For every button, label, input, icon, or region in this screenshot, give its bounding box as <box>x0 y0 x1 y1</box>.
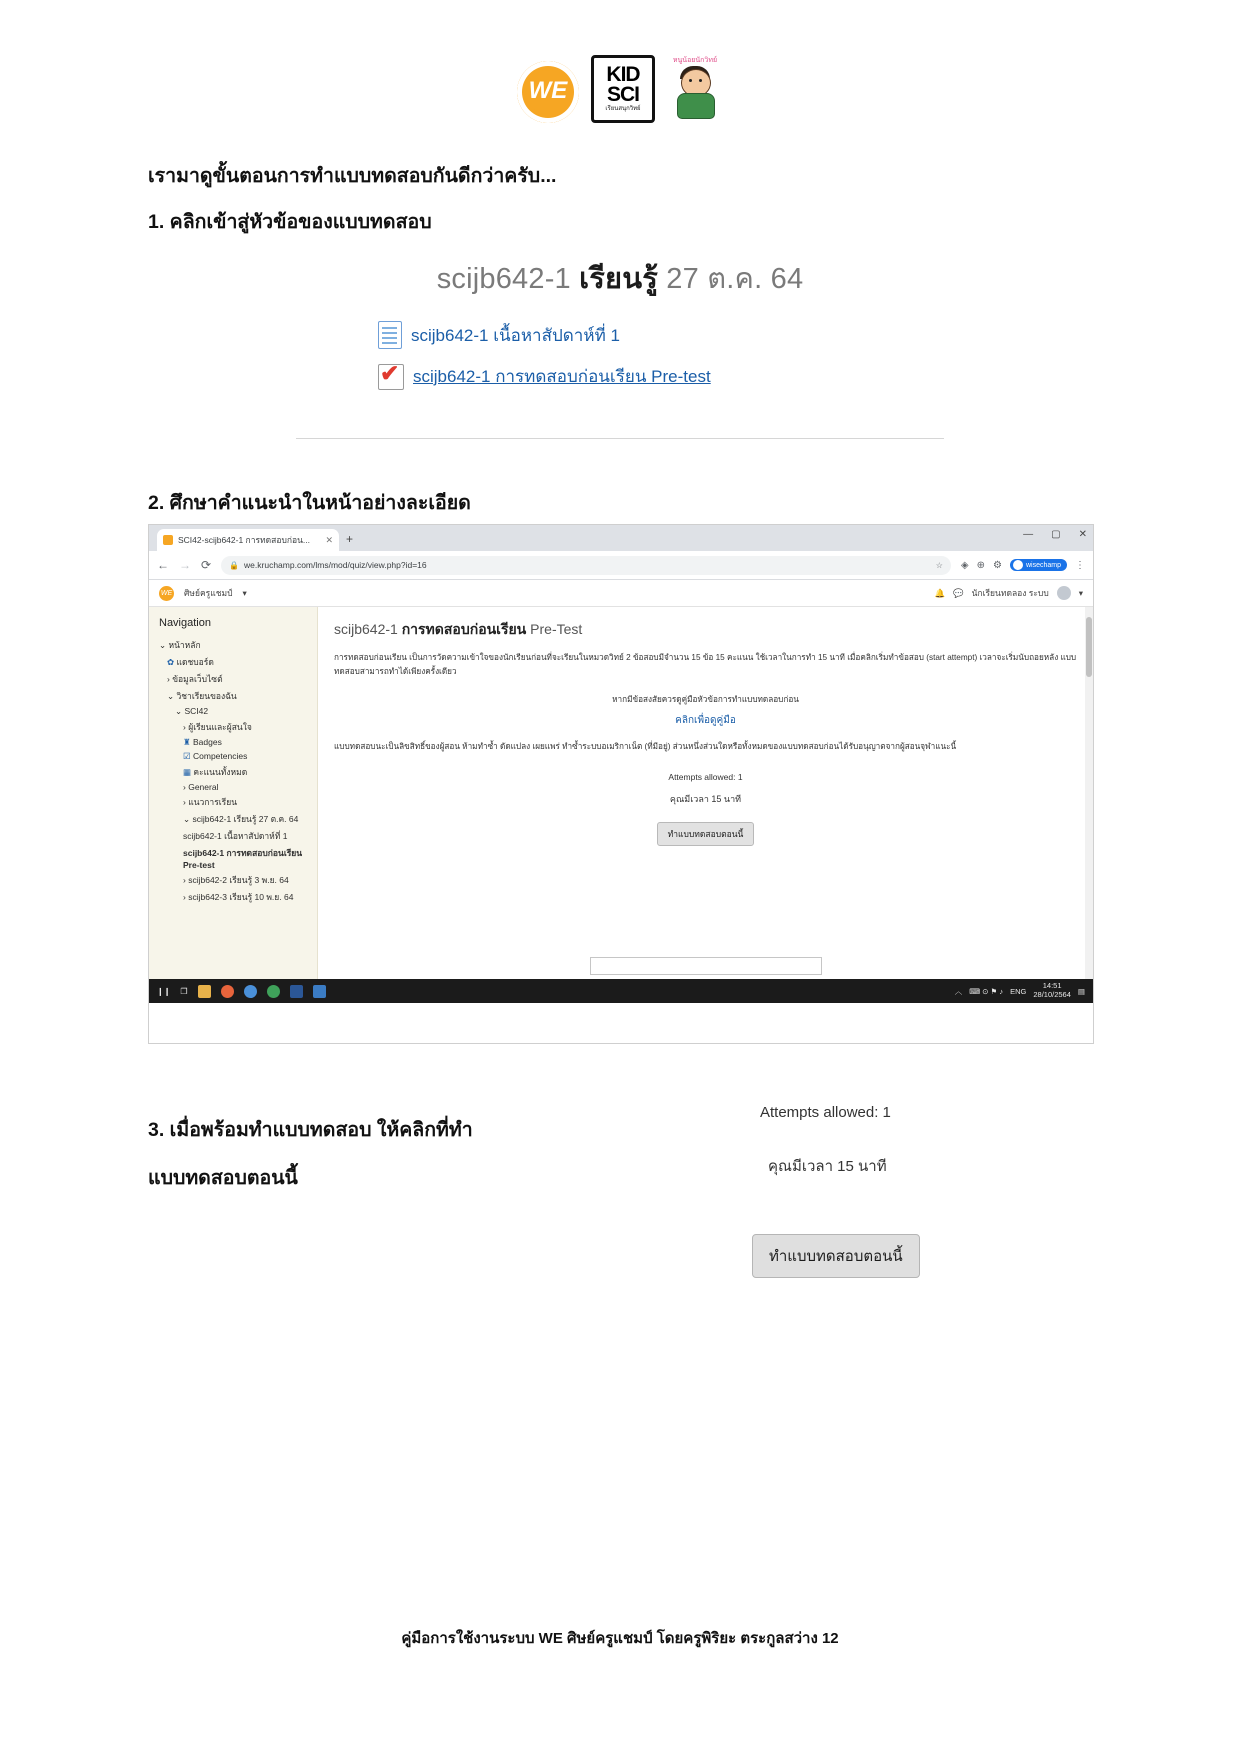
page-scrollbar[interactable] <box>1085 607 1093 979</box>
nav-item-home[interactable]: ⌄ หน้าหลัก <box>159 639 201 650</box>
reload-icon[interactable]: ⟳ <box>201 558 212 572</box>
moodle-user-caret-icon[interactable]: ▾ <box>1078 587 1083 598</box>
step-2-heading: 2. ศึกษาคำแนะนำในหน้าอย่างละเอียด <box>148 492 471 514</box>
lock-icon: 🔒 <box>229 560 240 570</box>
navigation-block <box>149 607 318 979</box>
windows-taskbar <box>149 979 1093 1003</box>
moodle-user-avatar[interactable] <box>1057 586 1071 600</box>
close-icon[interactable]: ✕ <box>1078 529 1087 540</box>
moodle-brand-icon[interactable]: WE <box>159 586 174 601</box>
nav-item-week1-pretest[interactable]: scijb642-1 การทดสอบก่อนเรียน Pre-test <box>183 847 303 870</box>
kidsci-subtitle: เรียนสนุกวิทย์ <box>605 106 641 113</box>
tray-expand-icon[interactable]: ︿ <box>954 986 963 996</box>
firefox-icon[interactable] <box>221 985 234 998</box>
course-section <box>0 255 1240 390</box>
quiz-description: การทดสอบก่อนเรียน เป็นการวัดความเข้าใจของนักเรียนก่อนที่จะเรียนในหมวดวิทย์ 2 ข้อสอบมีจำนวน 15 ข้อ 15 คะแนน ใช้เวลาในการทำ 15 นาที เมื่อคลิกเริ่มทำข้อสอบ (start attempt) เวลาจะเริ่มนับถอยหลัง แบบทดสอบสามารถทำได้เพียงครั้งเดียว <box>334 653 1077 676</box>
document-icon <box>378 321 402 349</box>
browser-screenshot <box>148 524 1094 1044</box>
notification-center-icon[interactable]: ▤ <box>1077 986 1085 996</box>
avatar <box>1013 560 1023 570</box>
resource-row-quiz[interactable] <box>0 363 1240 390</box>
browser-tab-strip <box>149 525 1093 551</box>
extension-icon[interactable]: ◈ <box>960 559 969 571</box>
page-footer: คู่มือการใช้งานระบบ WE ศิษย์ครูแชมป์ โดยครูพิริยะ ตระกูลสว่าง 12 <box>401 1630 839 1647</box>
notification-bell-icon[interactable]: 🔔 <box>934 587 946 598</box>
we-logo-text: WE <box>528 77 568 104</box>
browser-toolbar-icons <box>961 559 1085 571</box>
quiz-copyright-note: แบบทดสอบนะเป็นลิขสิทธิ์ของผู้สอน ห้ามทำซ้ำ ดัดแปลง เผยแพร่ ทำซ้ำระบบอเมริกาเน็ต (ที่มีอยู่) ส่วนหนึ่งส่วนใดหรือทั้งหมดของแบบทดสอบก่อนได้รับอนุญาตจากผู้สอนจุฬาแนะนี้ <box>334 741 957 751</box>
nav-item-badges[interactable]: ♜ Badges <box>183 736 222 747</box>
kidsci-line2: SCI <box>606 82 639 106</box>
virtual-desktop-icon[interactable]: ❐ <box>180 986 188 996</box>
nav-item-competencies[interactable]: ☑ Competencies <box>183 750 248 761</box>
omnibox-star[interactable]: ☆ <box>935 560 943 570</box>
step-3-heading-line2: แบบทดสอบตอนนี้ <box>148 1167 298 1189</box>
forward-icon[interactable]: → <box>179 558 191 572</box>
mascot-eye-right <box>699 79 702 82</box>
quiz-manual-link[interactable]: คลิกเพื่อดูคู่มือ <box>675 714 736 726</box>
taskbar-clock[interactable] <box>1033 982 1071 999</box>
logo-row <box>0 55 1240 123</box>
nav-item-general[interactable]: › General <box>183 781 219 792</box>
nav-item-site-info[interactable]: › ข้อมูลเว็บไซต์ <box>167 673 223 684</box>
nav-item-week2[interactable]: › scijb642-2 เรียนรู้ 3 พ.ย. 64 <box>183 874 289 885</box>
mascot-eye-left <box>689 79 692 82</box>
section-divider <box>296 438 944 439</box>
url-text: we.kruchamp.com/lms/mod/quiz/view.php?id=16 <box>244 560 427 570</box>
quiz-main-area <box>318 607 1093 979</box>
nav-item-sci42[interactable]: ⌄ SCI42 <box>175 705 209 716</box>
step-3-heading-line1: 3. เมื่อพร้อมทำแบบทดสอบ ให้คลิกที่ทำ <box>148 1119 473 1141</box>
back-icon[interactable]: ← <box>157 558 169 572</box>
line-icon[interactable] <box>267 985 280 998</box>
step-1-heading: 1. คลิกเข้าสู่หัวข้อของแบบทดสอบ <box>148 211 432 233</box>
taskbar-tray <box>955 982 1085 999</box>
chat-icon[interactable]: 💬 <box>953 587 964 598</box>
browser-menu-icon[interactable]: ⋮ <box>1075 559 1085 571</box>
word-icon[interactable] <box>290 985 303 998</box>
puzzle-icon[interactable]: ⚙ <box>993 559 1002 571</box>
nav-item-week3[interactable]: › scijb642-3 เรียนรู้ 10 พ.ย. 64 <box>183 891 294 902</box>
moodle-site-name[interactable]: ศิษย์ครูแชมป์ <box>184 588 233 598</box>
clock-date: 28/10/2564 <box>1033 990 1071 999</box>
tray-language[interactable]: ENG <box>1010 986 1027 996</box>
capture-attempts-allowed: Attempts allowed: 1 <box>760 1104 891 1121</box>
quiz-hint: หากมีข้อสงสัยควรดูคู่มือหัวข้อการทำแบบทดลอบก่อน <box>612 694 799 704</box>
explorer-icon[interactable] <box>198 985 211 998</box>
quiz-button-wrap <box>334 822 1077 846</box>
moodle-site-caret-icon[interactable]: ▾ <box>242 587 247 598</box>
attempt-quiz-button[interactable]: ทำแบบทดสอบตอนนี้ <box>657 822 755 846</box>
capture-time-limit: คุณมีเวลา 15 นาที <box>768 1158 887 1175</box>
nav-item-week1-content[interactable]: scijb642-1 เนื้อหาสัปดาห์ที่ 1 <box>183 830 288 841</box>
quiz-attempts-allowed: Attempts allowed: 1 <box>668 771 743 782</box>
tab-close-icon[interactable]: ✕ <box>325 534 333 545</box>
resource-label-content[interactable]: scijb642-1 เนื้อหาสัปดาห์ที่ 1 <box>411 325 620 345</box>
we-logo-icon <box>517 61 579 123</box>
quiz-lower-box <box>590 957 822 975</box>
task-view-icon[interactable]: ❙❙ <box>157 986 171 996</box>
new-tab-button[interactable]: + <box>346 532 354 546</box>
browser-tab[interactable] <box>157 529 339 551</box>
quiz-icon <box>378 364 404 390</box>
chrome-icon[interactable] <box>244 985 257 998</box>
kidsci-line1: KID <box>606 63 640 87</box>
capture-attempt-quiz-button[interactable]: ทำแบบทดสอบตอนนี้ <box>752 1234 920 1278</box>
profile-chip[interactable] <box>1010 559 1067 571</box>
course-title-bold: เรียนรู้ <box>579 263 659 295</box>
browser-address-bar <box>149 551 1093 580</box>
intro-text: เรามาดูขั้นตอนการทำแบบทดสอบกันดีกว่าครับ... <box>148 165 557 187</box>
moodle-navbar <box>149 580 1093 607</box>
clock-time: 14:51 <box>1042 981 1062 991</box>
moodle-navbar-right <box>934 586 1083 600</box>
moodle-page-body <box>149 607 1093 979</box>
profile-name: wisechamp <box>1025 561 1061 569</box>
moodle-user-name[interactable]: นักเรียนทดลอง ระบบ <box>971 588 1049 598</box>
translate-icon[interactable]: ⊕ <box>976 559 986 571</box>
navigation-list <box>159 636 311 905</box>
resource-label-quiz[interactable]: scijb642-1 การทดสอบก่อนเรียน Pre-test <box>413 367 711 386</box>
mascot-body <box>677 93 715 119</box>
resource-row-content[interactable] <box>0 321 1240 349</box>
page-scrollbar-thumb[interactable] <box>1086 617 1092 677</box>
course-title-suffix: 27 ต.ค. 64 <box>658 263 804 295</box>
maximize-icon[interactable]: ▢ <box>1051 529 1061 540</box>
window-controls <box>1023 529 1087 540</box>
url-input[interactable] <box>221 556 951 575</box>
kidsci-logo-icon <box>591 55 655 123</box>
course-title-prefix: scijb642-1 <box>436 263 580 295</box>
navigation-heading: Navigation <box>159 617 211 629</box>
nav-item-participants[interactable]: › ผู้เรียนและผู้สนใจ <box>183 721 252 732</box>
quiz-title: scijb642-1 การทดสอบก่อนเรียน Pre-Test <box>334 621 583 637</box>
nav-item-my-courses[interactable]: ⌄ วิชาเรียนของฉัน <box>167 690 237 701</box>
mascot-caption: หนูน้อยนักวิทย์ <box>672 57 718 64</box>
nav-item-dashboard[interactable]: ✿ แดชบอร์ด <box>167 656 214 667</box>
photos-icon[interactable] <box>313 985 326 998</box>
quiz-time-limit: คุณมีเวลา 15 นาที <box>669 793 742 804</box>
tray-icons[interactable]: ⌨ ⊙ ⚑ ♪ <box>969 986 1004 996</box>
tab-favicon-icon <box>163 535 173 545</box>
nav-item-syllabus[interactable]: › แนวการเรียน <box>183 796 238 807</box>
mascot-icon <box>667 57 723 123</box>
minimize-icon[interactable]: — <box>1023 529 1034 540</box>
nav-item-week1[interactable]: ⌄ scijb642-1 เรียนรู้ 27 ต.ค. 64 <box>183 813 299 824</box>
tab-title: SCI42-scijb642-1 การทดสอบก่อน... <box>178 535 311 545</box>
nav-item-grades[interactable]: ▦ คะแนนทั้งหมด <box>183 766 248 777</box>
course-title <box>0 255 1240 301</box>
